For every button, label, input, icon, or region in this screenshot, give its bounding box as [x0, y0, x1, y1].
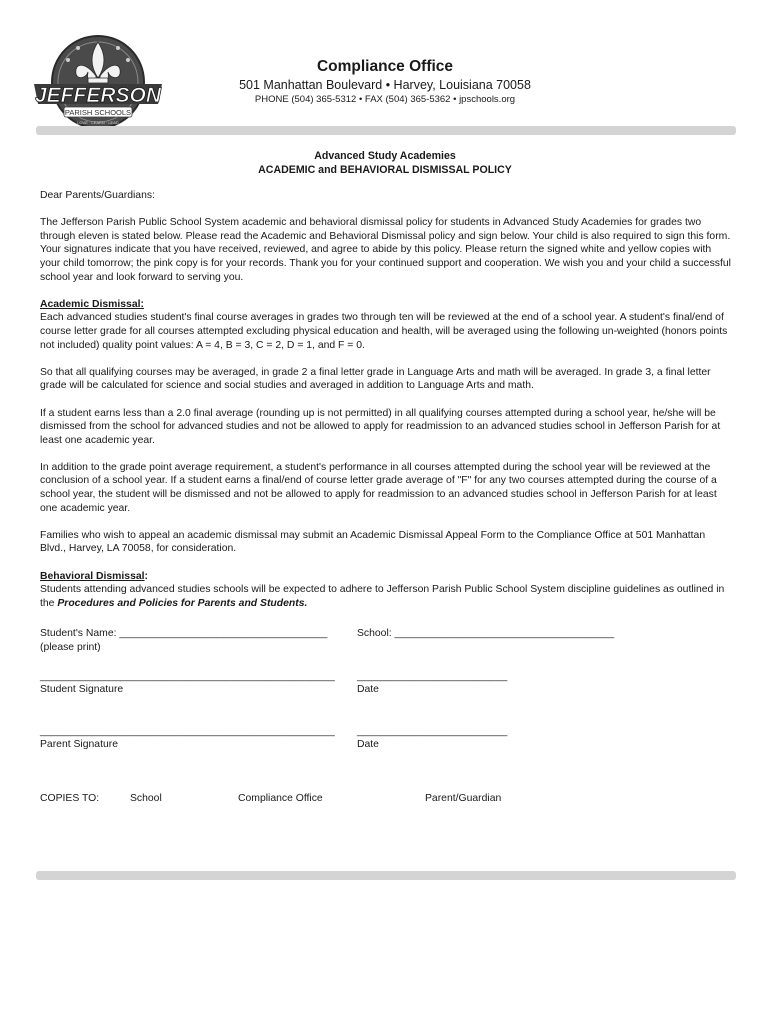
- header-divider: [36, 126, 736, 135]
- academic-paragraph-3: If a student earns less than a 2.0 final average (rounding up is not permitted) in all qualifying courses attempted during a school year, he/she will be dismissed from the school for advanced studies and not be allowed to apply for readmission to an advanced studies school in Jefferson Parish for at least one academic year.: [40, 407, 721, 446]
- office-address: 501 Manhattan Boulevard • Harvey, Louisiana 70058: [239, 78, 531, 92]
- student-signature-line[interactable]: ___________________________________________________: [40, 671, 335, 682]
- student-date-line[interactable]: __________________________: [357, 671, 508, 682]
- office-contact: PHONE (504) 365-5312 • FAX (504) 365-5362 • jpschools.org: [254, 94, 516, 105]
- academic-dismissal-heading: Academic Dismissal:: [40, 298, 144, 310]
- procedures-title: Procedures and Policies for Parents and Students.: [57, 597, 308, 609]
- student-date-label: Date: [357, 684, 379, 695]
- intro-paragraph: The Jefferson Parish Public School System academic and behavioral dismissal policy for students in Advanced Study Academies for grades two through eleven is stated below. Please read the Academic and Behavioral Dismissal policy and sign below. Your child is also required to sign this form. Your signatures indicate that you have received, reviewed, and agree to abide by this policy. Please return the signed white and yellow copies with your child tomorrow; the pink copy is for your records. Thank you for your continued support and cooperation. We wish you and your child a successful school year and look forward to serving you.: [40, 217, 731, 283]
- logo-subtitle: PARISH SCHOOLS: [64, 108, 132, 117]
- document-subtitle: ACADEMIC and BEHAVIORAL DISMISSAL POLICY: [258, 164, 512, 176]
- parent-signature-label: Parent Signature: [40, 739, 118, 750]
- copy-school: School: [130, 793, 162, 804]
- footer-divider: [36, 871, 736, 880]
- student-signature-label: Student Signature: [40, 684, 124, 695]
- parent-date-label: Date: [357, 739, 379, 750]
- school-field[interactable]: School: ______________________________________: [357, 628, 615, 639]
- behavioral-paragraph: Students attending advanced studies schools will be expected to adhere to Jefferson Parish Public School System discipline guidelines as outlined in the Procedures and Policies for Parents and Students.: [40, 584, 725, 609]
- document-title: Advanced Study Academies: [314, 150, 456, 162]
- office-name: Compliance Office: [316, 58, 454, 75]
- logo-name: JEFFERSON: [34, 84, 162, 107]
- academic-paragraph-4: In addition to the grade point average requirement, a student's performance in all courses attempted during the school year will be reviewed at the conclusion of a school year. If a student earns a final/end of course letter grade average of "F" for any two courses attempted during the course of a school year, the student will be dismissed and not be allowed to apply for readmission to an advanced studies school in Jefferson Parish for at least one academic year.: [40, 461, 717, 514]
- behavioral-dismissal-heading: Behavioral Dismissal:: [40, 570, 149, 582]
- logo-motto: LOVE · LEARN · LEAD: [77, 120, 119, 125]
- academic-paragraph-2: So that all qualifying courses may be averaged, in grade 2 a final letter grade in Language Arts and math will be averaged. In grade 3, a final letter grade will be calculated for science and social studies and averaged in addition to Language Arts and math.: [40, 366, 711, 392]
- academic-paragraph-1: Each advanced studies student's final course averages in grades two through ten will be reviewed at the end of a school year. A student's final/end of course letter grade for all courses attempted excluding physical education and health, will be averaged using the following un-weighted (honors points not included) quality point values: A = 4, B = 3, C = 2, D = 1, and F = 0.: [40, 312, 728, 351]
- salutation: Dear Parents/Guardians:: [40, 190, 155, 201]
- letter-body: [40, 189, 732, 624]
- student-name-field[interactable]: Student's Name: ____________________________________: [40, 628, 328, 639]
- academic-paragraph-5: Families who wish to appeal an academic dismissal may submit an Academic Dismissal Appeal Form to the Compliance Office at 501 Manhattan Blvd., Harvey, LA 70058, for consideration.: [40, 529, 706, 555]
- copies-to-label: COPIES TO:: [40, 793, 100, 804]
- parent-date-line[interactable]: __________________________: [357, 726, 508, 737]
- copy-parent-guardian: Parent/Guardian: [425, 793, 502, 804]
- please-print-note: (please print): [40, 642, 101, 653]
- parent-signature-line[interactable]: ___________________________________________________: [40, 726, 335, 737]
- copy-compliance-office: Compliance Office: [238, 793, 323, 804]
